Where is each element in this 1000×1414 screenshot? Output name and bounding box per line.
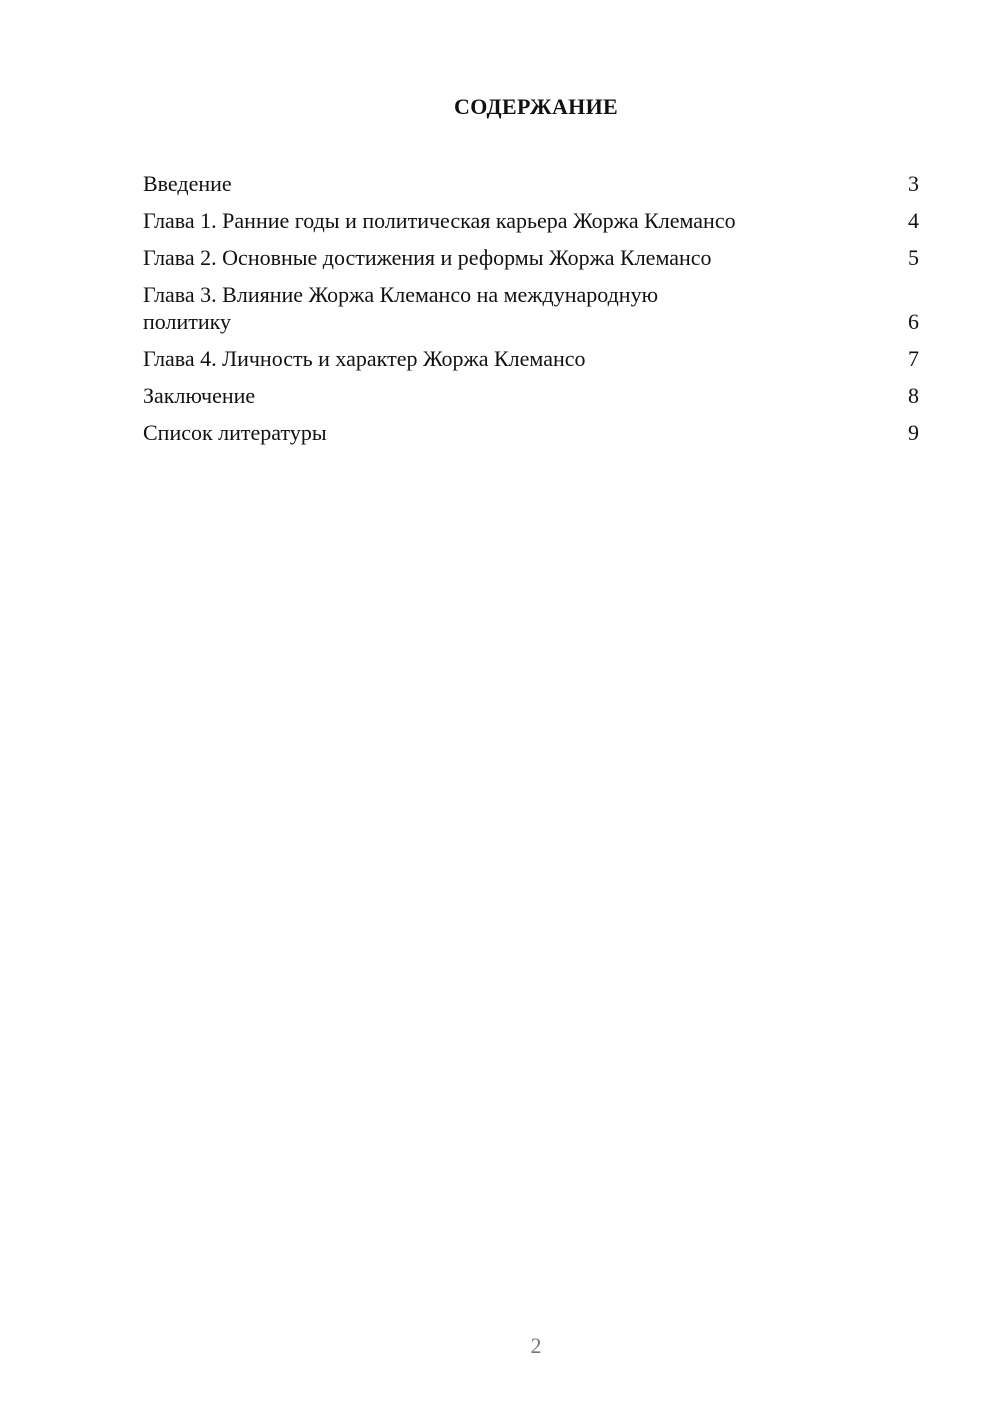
- toc-entry-page: 3: [908, 171, 919, 196]
- toc-entry-text: Глава 1. Ранние годы и политическая карьера Жоржа Клемансо: [143, 208, 736, 233]
- toc-entry-page: 9: [908, 420, 919, 445]
- toc-entry-page: 4: [908, 208, 919, 233]
- toc-entry-text: Глава 2. Основные достижения и реформы Жоржа Клемансо: [143, 245, 712, 270]
- toc-entry-page: 7: [908, 346, 919, 371]
- toc-title: СОДЕРЖАНИЕ: [454, 94, 618, 119]
- toc-entry-chapter-1[interactable]: [143, 207, 919, 234]
- toc-entry-text: Глава 3. Влияние Жоржа Клемансо на международную политику: [143, 282, 659, 334]
- toc-entry-chapter-2[interactable]: [143, 244, 919, 271]
- toc-entry-text: Список литературы: [143, 420, 327, 445]
- toc-entry-conclusion[interactable]: [143, 382, 919, 409]
- toc-entry-chapter-3[interactable]: [143, 281, 919, 335]
- page-number: 2: [530, 1333, 542, 1358]
- toc-entry-bibliography[interactable]: [143, 419, 919, 446]
- table-of-contents: [143, 170, 919, 456]
- toc-entry-page: 5: [908, 245, 919, 270]
- toc-entry-page: 6: [908, 309, 919, 334]
- toc-entry-text: Заключение: [143, 383, 256, 408]
- toc-entry-text: Введение: [143, 171, 232, 196]
- toc-entry-introduction[interactable]: [143, 170, 919, 197]
- toc-entry-chapter-4[interactable]: [143, 345, 919, 372]
- toc-entry-page: 8: [908, 383, 919, 408]
- toc-entry-text: Глава 4. Личность и характер Жоржа Клемансо: [143, 346, 586, 371]
